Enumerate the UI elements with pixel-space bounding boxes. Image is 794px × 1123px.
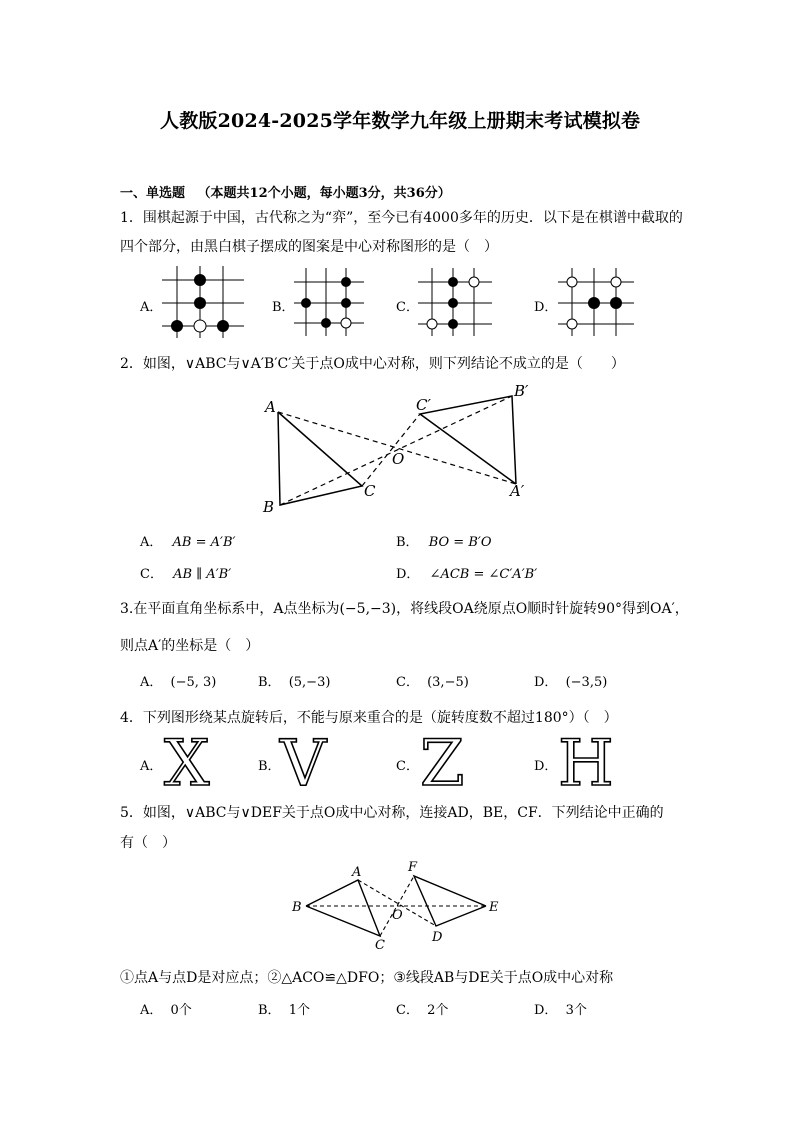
option-text: BO = B′O	[428, 535, 492, 550]
q4-option-c-label: C．	[396, 759, 419, 774]
q3-option-c	[396, 671, 469, 690]
q1-board-b	[294, 268, 364, 336]
option-text: (−5, 3)	[170, 675, 217, 690]
option-label: B．	[258, 675, 281, 690]
option-text: 1个	[288, 1003, 310, 1018]
triangle-def	[414, 876, 486, 926]
section-note: （本题共12个小题，每小题3分，共36分）	[197, 186, 451, 201]
q4-glyph-h: H	[558, 727, 614, 801]
q1-option-c-label: C．	[396, 300, 419, 315]
option-text: 0个	[170, 1003, 192, 1018]
q5-option-a	[140, 999, 192, 1018]
option-label: D．	[534, 675, 558, 690]
option-text: 2个	[427, 1003, 449, 1018]
segment-cc2	[362, 414, 420, 486]
label-o: O	[392, 908, 403, 923]
option-text: ∠ACB = ∠C′A′B′	[429, 567, 538, 582]
q4-glyph-z: Z	[420, 727, 465, 801]
q5-line1: 5．如图，∨ABC与∨DEF关于点O成中心对称，连接AD，BE，CF．下列结论中正确的	[120, 805, 664, 821]
label-d: D	[432, 930, 443, 945]
black-stone	[194, 274, 206, 286]
black-stone	[171, 320, 183, 332]
label-a-prime: A′	[510, 482, 525, 500]
q2-figure	[258, 380, 538, 516]
option-text: (3,−5)	[427, 675, 469, 690]
q1-option-b-label: B．	[272, 300, 295, 315]
q5-option-d	[534, 999, 587, 1018]
q5-option-c	[396, 999, 448, 1018]
white-stone	[469, 277, 479, 287]
label-f: F	[408, 860, 418, 875]
label-b-prime: B′	[514, 382, 529, 400]
option-label: D．	[396, 567, 420, 582]
q2-option-c	[140, 563, 231, 582]
label-b: B	[292, 900, 302, 915]
segment-aa2	[278, 412, 516, 484]
white-stone	[611, 277, 621, 287]
option-label: B．	[396, 535, 419, 550]
q2-stem: 2．如图，∨ABC与∨A′B′C′关于点O成中心对称，则下列结论不成立的是（ ）	[120, 356, 625, 372]
option-text: (5,−3)	[288, 675, 331, 690]
q3-option-d	[534, 671, 607, 690]
option-label: C．	[396, 1003, 419, 1018]
black-stone	[610, 297, 622, 309]
q4-glyph-v: V	[280, 727, 327, 801]
q4-option-b-label: B．	[258, 759, 281, 774]
white-stone	[567, 319, 577, 329]
q3-line1: 3.在平面直角坐标系中，A点坐标为(−5,−3)，将线段OA绕原点O顺时针旋转90°得到OA′，	[120, 601, 689, 617]
q1-line2: 四个部分，由黑白棋子摆成的图案是中心对称图形的是（ ）	[120, 239, 498, 255]
white-stone	[341, 318, 351, 328]
black-stone	[321, 318, 331, 328]
triangle-a2b2c2	[420, 396, 516, 484]
black-stone	[341, 298, 351, 308]
label-b: B	[263, 498, 275, 516]
white-stone	[567, 277, 577, 287]
section-heading	[120, 182, 451, 201]
section-title: 一、单选题	[120, 186, 186, 201]
black-stone	[217, 320, 229, 332]
q4-glyph-x: X	[164, 727, 210, 801]
label-e: E	[489, 900, 499, 915]
option-label: C．	[140, 567, 163, 582]
option-label: A．	[140, 1003, 163, 1018]
q2-option-d	[396, 563, 537, 582]
q3-line2: 则点A′的坐标是（ ）	[120, 638, 260, 654]
q4-stem: 4．下列图形绕某点旋转后，不能与原来重合的是（旋转度数不超过180°）（ ）	[120, 710, 618, 726]
label-c: C	[375, 938, 385, 953]
q1-board-a	[162, 266, 244, 338]
label-c: C	[364, 482, 376, 500]
q2-option-b	[396, 531, 491, 550]
q1-option-d-label: D．	[534, 300, 558, 315]
label-o: O	[392, 450, 405, 468]
triangle-abc	[278, 412, 362, 505]
q4-option-a-label: A．	[140, 759, 163, 774]
label-c-prime: C′	[416, 396, 431, 414]
black-stone	[588, 297, 600, 309]
q5-statements: ①点A与点D是对应点；②△ACO≌△DFO；③线段AB与DE关于点O成中心对称	[120, 970, 614, 986]
option-text: AB = A′B′	[172, 535, 236, 550]
white-stone	[194, 320, 206, 332]
q1-line1: 1．围棋起源于中国，古代称之为“弈”，至今已有4000多年的历史．以下是在棋谱中截取的	[120, 210, 683, 226]
q1-board-d	[558, 268, 634, 336]
triangle-abc	[306, 880, 380, 936]
label-a: A	[352, 865, 362, 880]
q2-option-a	[140, 531, 235, 550]
q5-figure	[290, 858, 510, 954]
q1-option-a-label: A．	[140, 300, 163, 315]
option-text: 3个	[565, 1003, 587, 1018]
q5-line2: 有（ ）	[120, 835, 176, 851]
q1-board-c	[418, 268, 492, 336]
option-label: C．	[396, 675, 419, 690]
option-label: D．	[534, 1003, 558, 1018]
label-a: A	[265, 398, 276, 416]
black-stone	[341, 277, 351, 287]
white-stone	[427, 319, 437, 329]
black-stone	[448, 319, 458, 329]
option-label: A．	[140, 675, 163, 690]
black-stone	[448, 298, 458, 308]
black-stone	[194, 297, 206, 309]
q4-option-d-label: D．	[534, 759, 558, 774]
option-label: A．	[140, 535, 163, 550]
option-label: B．	[258, 1003, 281, 1018]
black-stone	[301, 298, 311, 308]
option-text: (−3,5)	[565, 675, 608, 690]
q3-option-a	[140, 671, 216, 690]
option-text: AB ∥ A′B′	[173, 567, 232, 582]
q3-option-b	[258, 671, 330, 690]
page-title: 人教版2024-2025学年数学九年级上册期末考试模拟卷	[160, 110, 641, 132]
black-stone	[448, 277, 458, 287]
q5-option-b	[258, 999, 310, 1018]
